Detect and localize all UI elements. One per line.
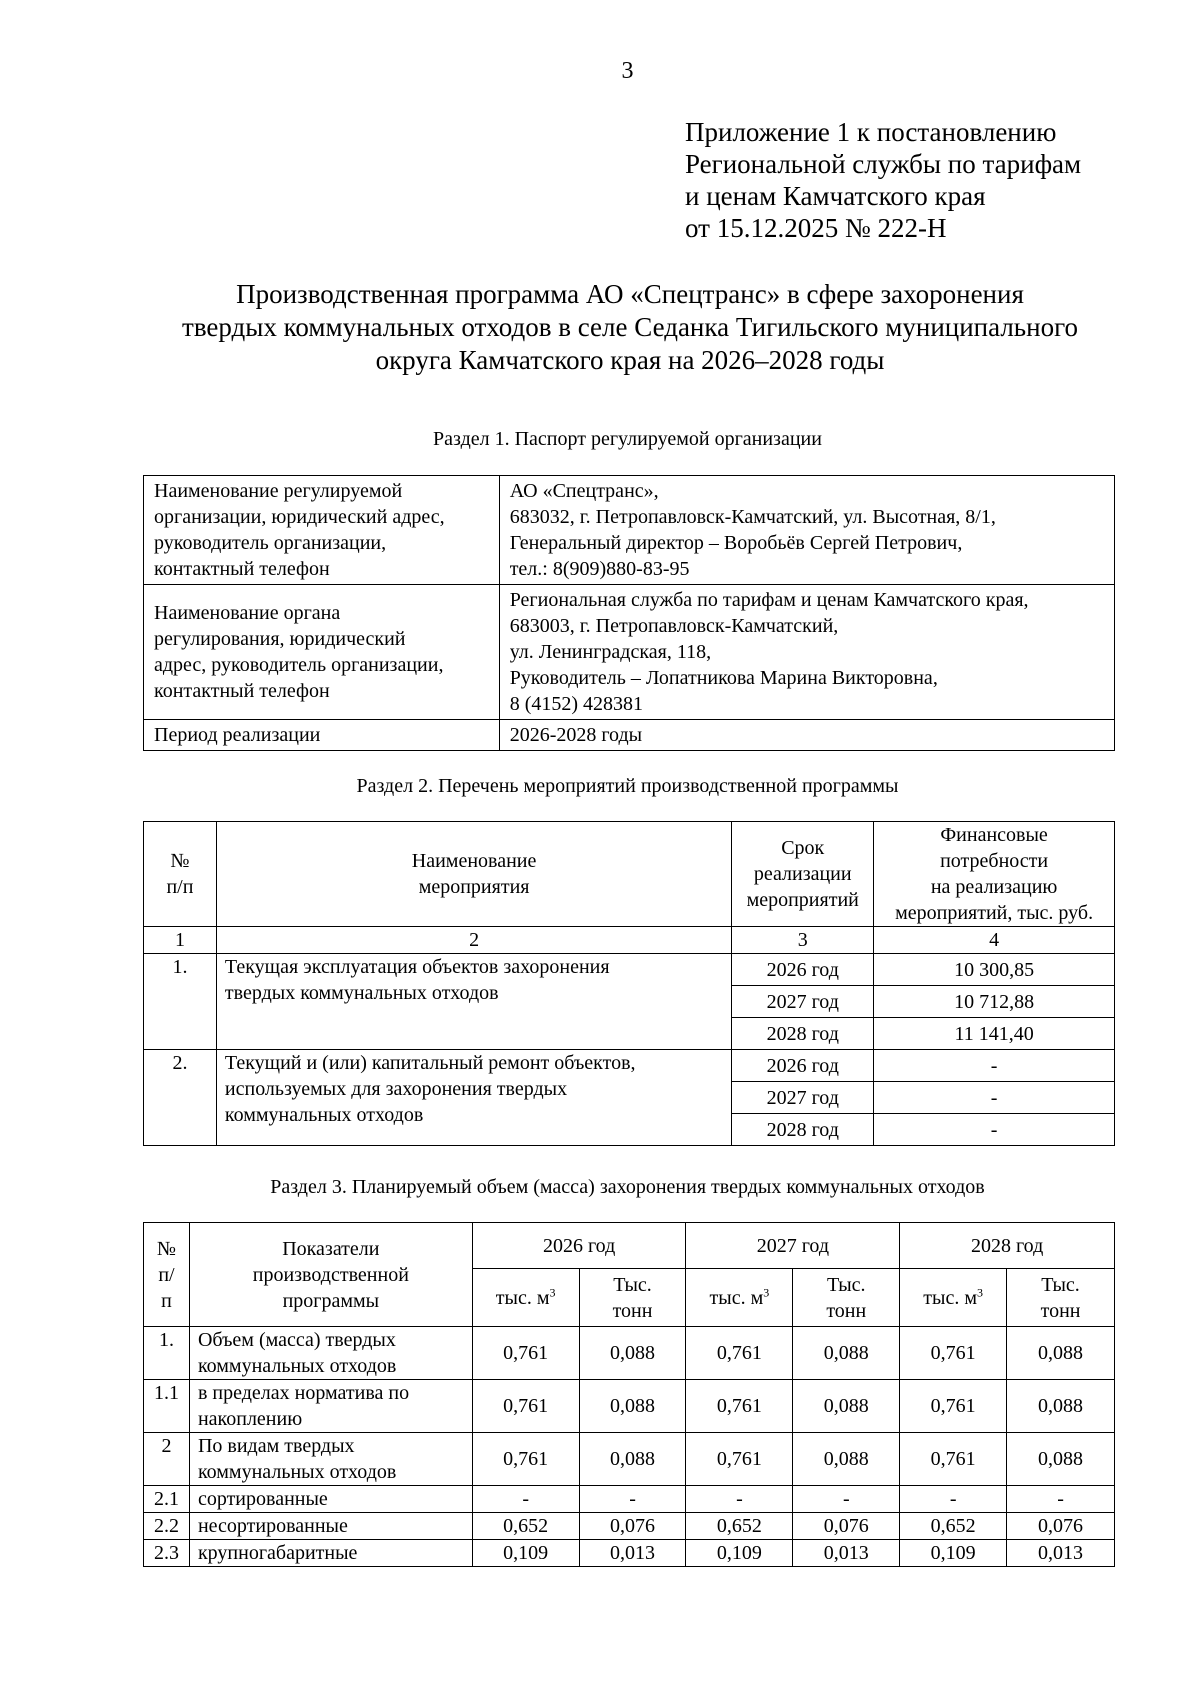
cell-line: тел.: 8(909)880-83-95 <box>509 558 690 580</box>
cell-line: мероприятия <box>418 876 530 898</box>
cell-line: мероприятий <box>746 889 859 911</box>
cell-line: потребности <box>940 850 1049 872</box>
row-value: 0,088 <box>793 1327 900 1380</box>
cell-line: коммунальных отходов <box>197 1461 397 1483</box>
cell-line: Финансовые <box>940 824 1048 846</box>
item-amount: - <box>874 1082 1115 1114</box>
table-row <box>144 1513 1115 1540</box>
passport-table <box>143 475 1115 751</box>
row-value: 0,088 <box>1007 1433 1115 1486</box>
cell-line: п/п <box>166 876 194 898</box>
item-year: 2027 год <box>732 1082 874 1114</box>
row-value: 0,761 <box>900 1380 1007 1433</box>
row-value: - <box>579 1486 686 1513</box>
row-value: 0,761 <box>900 1433 1007 1486</box>
appendix-line: Региональной службы по тарифам <box>685 149 1082 179</box>
row-value: - <box>900 1486 1007 1513</box>
appendix-line: от 15.12.2025 № 222-Н <box>685 213 947 243</box>
cell-line: накоплению <box>197 1408 303 1430</box>
row-num: 2.2 <box>144 1513 190 1540</box>
cell-line: п <box>161 1289 172 1312</box>
cell-line: 2026-2028 годы <box>509 724 643 746</box>
unit-text: тыс. м <box>709 1286 764 1309</box>
section1-caption: Раздел 1. Паспорт регулируемой организации <box>433 428 822 450</box>
unit-m3 <box>686 1269 793 1327</box>
unit-text: тыс. м <box>495 1286 550 1309</box>
cell-line: регулирования, юридический <box>154 628 406 650</box>
row-value: 0,076 <box>1007 1513 1115 1540</box>
row-value: 0,088 <box>579 1380 686 1433</box>
col-number: 4 <box>874 927 1115 954</box>
item-amount: - <box>874 1050 1115 1082</box>
row-num: 1. <box>144 1327 190 1380</box>
cell-line: Текущий и (или) капитальный ремонт объектов, <box>224 1052 636 1074</box>
passport-value-cell <box>499 585 1114 720</box>
header-num <box>144 822 217 927</box>
table-row <box>144 1433 1115 1486</box>
row-value: 0,088 <box>793 1380 900 1433</box>
row-value: 0,761 <box>686 1380 793 1433</box>
cell-line: тонн <box>826 1299 867 1322</box>
table-row <box>144 720 1115 751</box>
row-num: 2 <box>144 1433 190 1486</box>
header-year: 2027 год <box>686 1223 900 1269</box>
cell-line: Наименование регулируемой <box>154 480 403 502</box>
row-label <box>189 1433 472 1486</box>
cell-line: Тыс. <box>827 1273 866 1296</box>
unit-tonn <box>1007 1269 1115 1327</box>
cell-line: коммунальных отходов <box>224 1104 424 1126</box>
column-number-row <box>144 927 1115 954</box>
table-row <box>144 1327 1115 1380</box>
cell-line: реализации <box>753 863 852 885</box>
item-amount: 10 712,88 <box>874 986 1115 1018</box>
title-line: Производственная программа АО «Спецтранс» в сфере захоронения <box>236 279 1024 309</box>
row-value: 0,652 <box>900 1513 1007 1540</box>
table-header-row <box>144 822 1115 927</box>
table-header-row <box>144 1223 1115 1269</box>
item-amount: 10 300,85 <box>874 954 1115 986</box>
table-row <box>144 954 1115 986</box>
row-value: 0,109 <box>900 1540 1007 1567</box>
row-value: 0,652 <box>686 1513 793 1540</box>
volume-table <box>143 1222 1115 1567</box>
cell-line: программы <box>282 1289 380 1312</box>
table-row <box>144 476 1115 585</box>
cell-line: коммунальных отходов <box>197 1355 397 1377</box>
cell-line: Региональная служба по тарифам и ценам Камчатского края, <box>509 589 1029 611</box>
row-value: - <box>1007 1486 1115 1513</box>
unit-sup: 3 <box>763 1284 770 1299</box>
row-num: 2.1 <box>144 1486 190 1513</box>
row-value: 0,761 <box>900 1327 1007 1380</box>
cell-line: твердых коммунальных отходов <box>224 982 499 1004</box>
row-value: 0,761 <box>472 1327 579 1380</box>
row-value: - <box>686 1486 793 1513</box>
cell-line: п/ <box>158 1263 175 1286</box>
row-label: сортированные <box>189 1486 472 1513</box>
unit-m3 <box>472 1269 579 1327</box>
document-title <box>120 278 1140 377</box>
row-value: 0,076 <box>579 1513 686 1540</box>
header-name <box>216 822 731 927</box>
table-row <box>144 1486 1115 1513</box>
passport-label-cell <box>144 476 500 585</box>
table-row <box>144 585 1115 720</box>
cell-line: тонн <box>1040 1299 1081 1322</box>
item-year: 2026 год <box>732 954 874 986</box>
item-amount: 11 141,40 <box>874 1018 1115 1050</box>
section3-caption: Раздел 3. Планируемый объем (масса) захоронения твердых коммунальных отходов <box>270 1176 985 1198</box>
row-value: 0,761 <box>686 1433 793 1486</box>
appendix-line: и ценам Камчатского края <box>685 181 986 211</box>
row-num: 1.1 <box>144 1380 190 1433</box>
page-number: 3 <box>621 58 634 84</box>
passport-label-cell <box>144 585 500 720</box>
row-value: 0,088 <box>1007 1327 1115 1380</box>
cell-line: организации, юридический адрес, <box>154 506 445 528</box>
row-label: несортированные <box>189 1513 472 1540</box>
row-label <box>189 1327 472 1380</box>
item-year: 2028 год <box>732 1018 874 1050</box>
cell-line: Период реализации <box>154 724 321 746</box>
unit-sup: 3 <box>977 1284 984 1299</box>
row-value: 0,761 <box>686 1327 793 1380</box>
table-row <box>144 1050 1115 1082</box>
cell-line: мероприятий, тыс. руб. <box>895 902 1094 924</box>
cell-line: Наименование органа <box>154 602 341 624</box>
header-year: 2028 год <box>900 1223 1115 1269</box>
row-value: - <box>793 1486 900 1513</box>
header-indicator <box>189 1223 472 1327</box>
unit-tonn <box>579 1269 686 1327</box>
col-number: 3 <box>732 927 874 954</box>
passport-label-cell <box>144 720 500 751</box>
cell-line: ул. Ленинградская, 118, <box>509 641 712 663</box>
cell-line: контактный телефон <box>154 680 330 702</box>
row-value: 0,109 <box>686 1540 793 1567</box>
section2-caption: Раздел 2. Перечень мероприятий производственной программы <box>356 775 899 797</box>
cell-line: Руководитель – Лопатникова Марина Викторовна, <box>509 667 938 689</box>
cell-line: 683003, г. Петропавловск-Камчатский, <box>509 615 839 637</box>
cell-line: № <box>156 1237 177 1260</box>
title-line: твердых коммунальных отходов в селе Седанка Тигильского муниципального <box>182 312 1078 342</box>
col-number: 1 <box>144 927 217 954</box>
item-num: 1. <box>144 954 217 1050</box>
cell-line: на реализацию <box>930 876 1058 898</box>
row-value: 0,088 <box>579 1433 686 1486</box>
header-term <box>732 822 874 927</box>
cell-line: 8 (4152) 428381 <box>509 693 644 715</box>
cell-line: в пределах норматива по <box>197 1382 410 1404</box>
unit-tonn <box>793 1269 900 1327</box>
appendix-note <box>685 116 1081 244</box>
row-value: 0,013 <box>1007 1540 1115 1567</box>
unit-text: тыс. м <box>923 1286 978 1309</box>
header-finance <box>874 822 1115 927</box>
table-row <box>144 1540 1115 1567</box>
item-name <box>216 1050 731 1146</box>
table-row <box>144 1380 1115 1433</box>
cell-line: Тыс. <box>613 1273 652 1296</box>
cell-line: руководитель организации, <box>154 532 387 554</box>
header-num <box>144 1223 190 1327</box>
cell-line: По видам твердых <box>197 1435 355 1457</box>
row-value: 0,088 <box>579 1327 686 1380</box>
row-label <box>189 1380 472 1433</box>
passport-value-cell <box>499 720 1114 751</box>
cell-line: производственной <box>252 1263 409 1286</box>
row-value: 0,088 <box>793 1433 900 1486</box>
item-num: 2. <box>144 1050 217 1146</box>
row-value: 0,088 <box>1007 1380 1115 1433</box>
item-year: 2027 год <box>732 986 874 1018</box>
measures-table <box>143 821 1115 1146</box>
row-value: 0,013 <box>793 1540 900 1567</box>
passport-value-cell <box>499 476 1114 585</box>
row-label: крупногабаритные <box>189 1540 472 1567</box>
title-line: округа Камчатского края на 2026–2028 годы <box>375 345 885 375</box>
header-year: 2026 год <box>472 1223 686 1269</box>
item-year: 2028 год <box>732 1114 874 1146</box>
row-value: 0,761 <box>472 1433 579 1486</box>
row-num: 2.3 <box>144 1540 190 1567</box>
col-number: 2 <box>216 927 731 954</box>
cell-line: Наименование <box>411 850 537 872</box>
cell-line: Текущая эксплуатация объектов захоронения <box>224 956 610 978</box>
item-year: 2026 год <box>732 1050 874 1082</box>
cell-line: тонн <box>612 1299 653 1322</box>
cell-line: Показатели <box>282 1237 380 1260</box>
cell-line: используемых для захоронения твердых <box>224 1078 568 1100</box>
row-value: 0,652 <box>472 1513 579 1540</box>
item-name <box>216 954 731 1050</box>
appendix-line: Приложение 1 к постановлению <box>685 117 1057 147</box>
unit-sup: 3 <box>549 1284 556 1299</box>
cell-line: Тыс. <box>1041 1273 1080 1296</box>
cell-line: Объем (масса) твердых <box>197 1329 396 1351</box>
unit-m3 <box>900 1269 1007 1327</box>
row-value: 0,761 <box>472 1380 579 1433</box>
row-value: 0,109 <box>472 1540 579 1567</box>
cell-line: Генеральный директор – Воробьёв Сергей Петрович, <box>509 532 963 554</box>
cell-line: 683032, г. Петропавловск-Камчатский, ул. Высотная, 8/1, <box>509 506 996 528</box>
cell-line: адрес, руководитель организации, <box>154 654 444 676</box>
cell-line: контактный телефон <box>154 558 330 580</box>
row-value: 0,013 <box>579 1540 686 1567</box>
row-value: 0,076 <box>793 1513 900 1540</box>
item-amount: - <box>874 1114 1115 1146</box>
cell-line: АО «Спецтранс», <box>509 480 659 502</box>
cell-line: Срок <box>781 837 825 859</box>
cell-line: № <box>170 850 190 872</box>
row-value: - <box>472 1486 579 1513</box>
